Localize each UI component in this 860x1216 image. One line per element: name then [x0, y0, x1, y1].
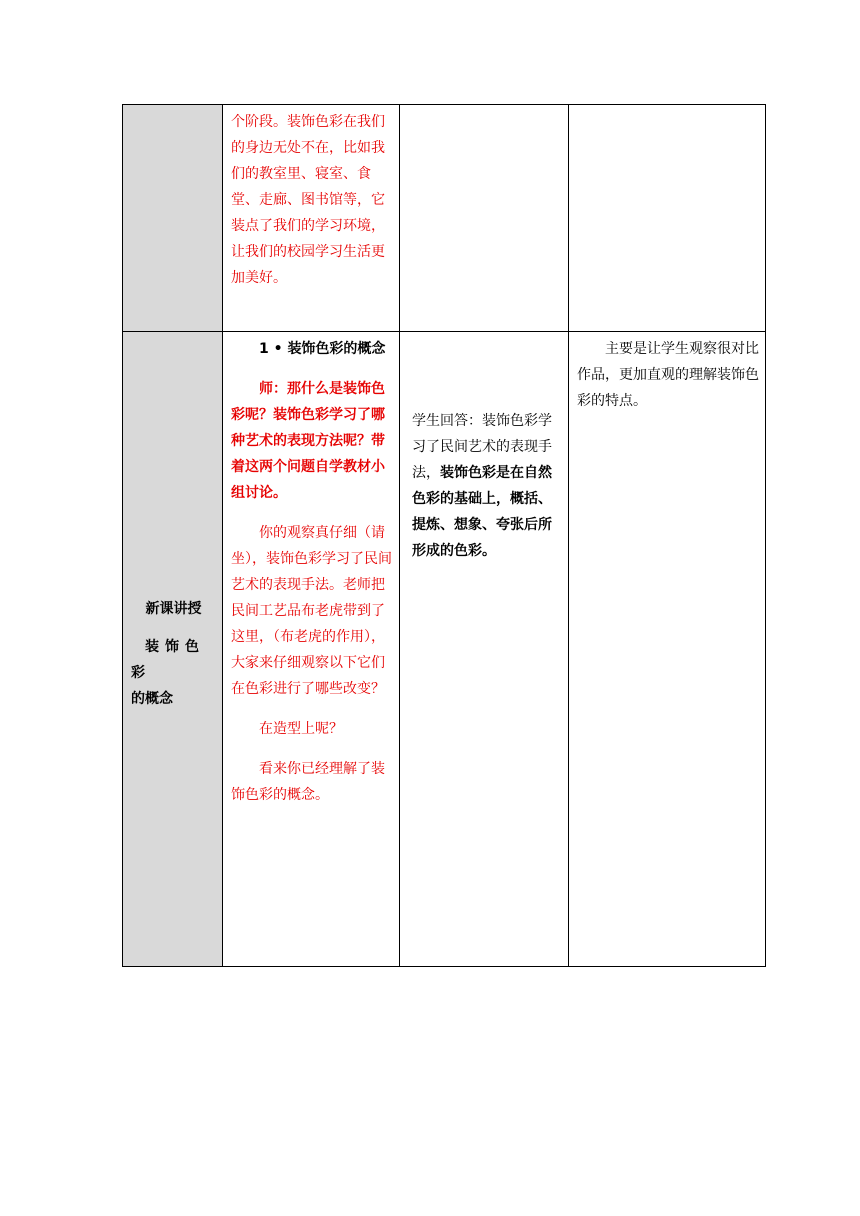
section-subtitle: 装饰色彩 [131, 639, 205, 681]
design-intent-cell [569, 105, 766, 332]
content-paragraph: 看来你已经理解了装饰色彩的概念。 [231, 761, 385, 803]
design-intent-cell [569, 332, 766, 967]
section-subtitle-cont: 的概念 [131, 691, 173, 707]
content-paragraph: 你的观察真仔细（请坐），装饰色彩学习了民间艺术的表现手法。老师把民间工艺品布老虎带到了这里，（布老虎的作用），大家来仔细观察以下它们在色彩进行了哪些改变？ [231, 525, 392, 697]
section-cell [123, 332, 223, 967]
lesson-heading: 1 • 装饰色彩的概念 [259, 341, 386, 357]
design-intent-text: 主要是让学生观察很对比作品，更加直观的理解装饰色彩的特点。 [577, 341, 759, 409]
content-paragraph: 个阶段。装饰色彩在我们的身边无处不在，比如我们的教室里、寝室、食堂、走廊、图书馆等，它装点了我们的学习环境，让我们的校园学习生活更加美好。 [231, 114, 385, 286]
section-title: 新课讲授 [145, 601, 202, 617]
content-paragraph: 在造型上呢？ [259, 721, 343, 737]
student-activity-cell [400, 105, 569, 332]
teaching-content-cell [223, 105, 400, 332]
student-answer-emphasis: 装饰色彩是在自然色彩的基础上，概括、提炼、想象、夸张后所形成的色彩。 [412, 465, 552, 559]
table-row [123, 332, 766, 967]
table-row [123, 105, 766, 332]
section-cell [123, 105, 223, 332]
student-activity-cell [400, 332, 569, 967]
teacher-question: 师：那什么是装饰色彩呢？装饰色彩学习了哪种艺术的表现方法呢？带着这两个问题自学教材小组讨论。 [231, 381, 385, 501]
student-answer: 学生回答：装饰色彩学习了民间艺术的表现手法， [412, 413, 552, 481]
lesson-table [122, 104, 766, 967]
teaching-content-cell [223, 332, 400, 967]
